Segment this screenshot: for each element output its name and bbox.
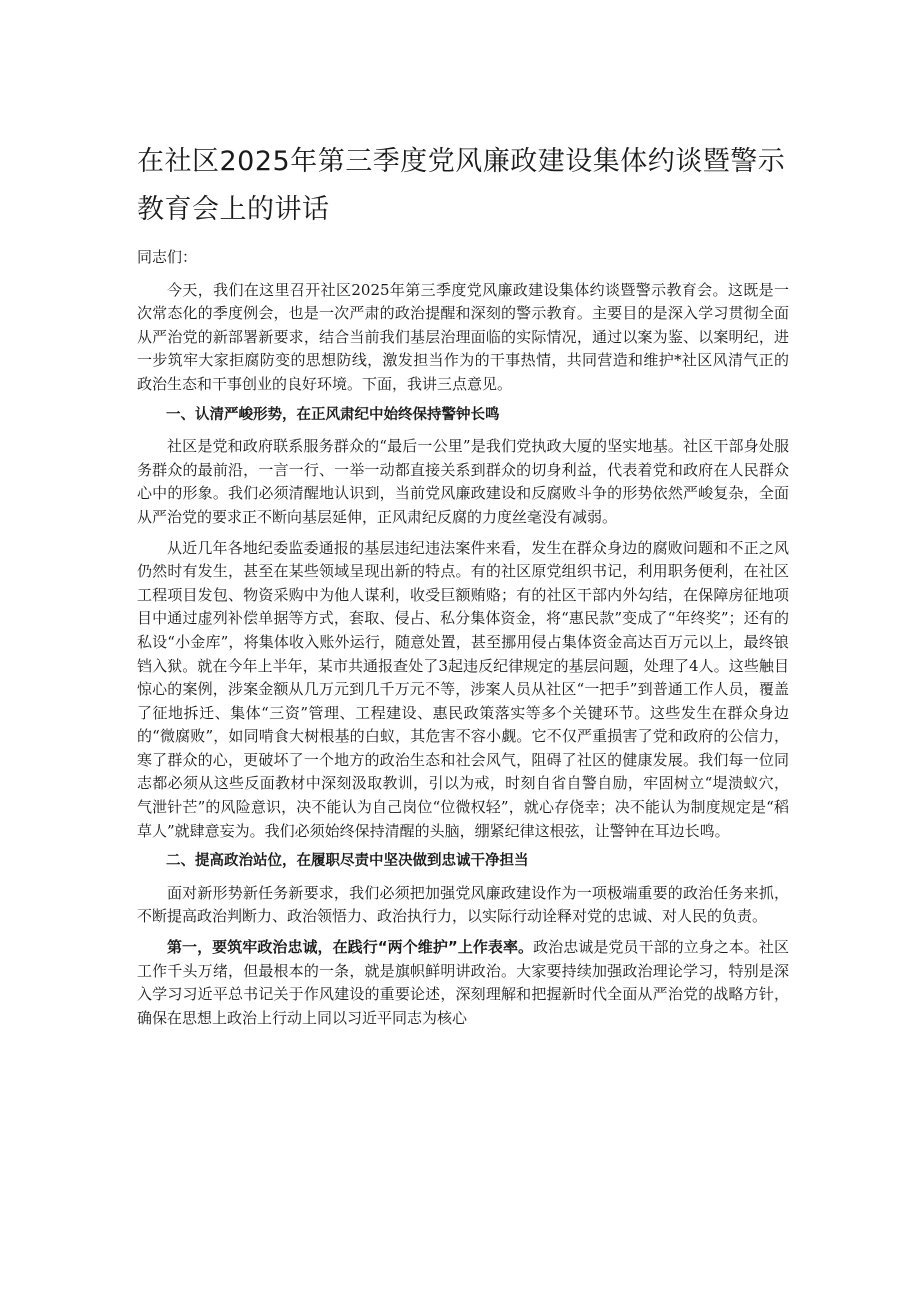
section-1-heading: 一、认清严峻形势，在正风肃纪中始终保持警钟长鸣: [166, 406, 500, 423]
document-body: [137, 246, 789, 1037]
section-2-point-1-lead: 第一，要筑牢政治忠诚，在践行“两个维护”上作表率。: [167, 938, 534, 957]
section-2-paragraph-1: 面对新形势新任务新要求，我们必须把加强党风廉政建设作为一项极端重要的政治任务来抓，不断提高政治判断力、政治领悟力、政治执行力，以实际行动诠释对党的忠诚、对人民的负责。: [137, 883, 789, 926]
intro-paragraph: 今天，我们在这里召开社区2025年第三季度党风廉政建设集体约谈暨警示教育会。这既是一次常态化的季度例会，也是一次严肃的政治提醒和深刻的警示教育。主要目的是深入学习贯彻全面从严治党的新部署新要求，结合当前我们基层治理面临的实际情况，通过以案为鉴、以案明纪，进一步筑牢大家拒腐防变的思想防线，激发担当作为的干事热情，共同营造和维护*社区风清气正的政治生态和干事创业的良好环境。下面，我讲三点意见。: [137, 280, 789, 393]
greeting: 同志们：: [137, 248, 198, 266]
section-2-heading: 二、提高政治站位，在履职尽责中坚决做到忠诚干净担当: [166, 853, 529, 870]
section-2-paragraph-2: [137, 936, 789, 1030]
section-1-paragraph-2: 从近几年各地纪委监委通报的基层违纪违法案件来看，发生在群众身边的腐败问题和不正之风仍然时有发生，甚至在某些领域呈现出新的特点。有的社区原党组织书记，利用职务便利，在社区工程项目发包、物资采购中为他人谋利，收受巨额贿赂；有的社区干部内外勾结，在保障房征地项目中通过虚列补偿单据等方式，套取、侵占、私分集体资金，将“惠民款”变成了“年终奖”；还有的私设“小金库”，将集体收入账外运行，随意处置，甚至挪用侵占集体资金高达百万元以上，最终锒铛入狱。就在今年上半年，某市共通报查处了3起违反纪律规定的基层问题，处理了4人。这些触目惊心的案例，涉案金额从几万元到几千万元不等，涉案人员从社区“一把手”到普通工作人员，覆盖了征地拆迁、集体“三资”管理、工程建设、惠民政策落实等多个关键环节。这些发生在群众身边的“微腐败”，如同啃食大树根基的白蚁，其危害不容小觑。它不仅严重损害了党和政府的公信力，寒了群众的心，更破坏了一个地方的政治生态和社会风气，阻碍了社区的健康发展。我们每一位同志都必须从这些反面教材中深刻汲取教训，引以为戒，时刻自省自警自励，牢固树立“堤溃蚁穴，气泄针芒”的风险意识，决不能认为自己岗位“位微权轻”，就心存侥幸；决不能认为制度规定是“稻草人”就肆意妄为。我们必须始终保持清醒的头脑，绷紧纪律这根弦，让警钟在耳边长鸣。: [137, 538, 789, 840]
section-2-point-1-text: 政治忠诚是党员干部的立身之本。社区工作千头万绪，但最根本的一条，就是旗帜鲜明讲政治。大家要持续加强政治理论学习，特别是深入学习习近平总书记关于作风建设的重要论述，深刻理解和把握新时代全面从严治党的战略方针，确保在思想上政治上行动上同以习近平同志为核心: [137, 938, 789, 1027]
section-1-paragraph-1: 社区是党和政府联系服务群众的“最后一公里”是我们党执政大厦的坚实地基。社区干部身处服务群众的最前沿，一言一行、一举一动都直接关系到群众的切身利益，代表着党和政府在人民群众心中的形象。我们必须清醒地认识到，当前党风廉政建设和反腐败斗争的形势依然严峻复杂，全面从严治党的要求正不断向基层延伸，正风肃纪反腐的力度丝毫没有减弱。: [137, 437, 789, 526]
document-title: 在社区2025年第三季度党风廉政建设集体约谈暨警示教育会上的讲话: [137, 146, 786, 225]
